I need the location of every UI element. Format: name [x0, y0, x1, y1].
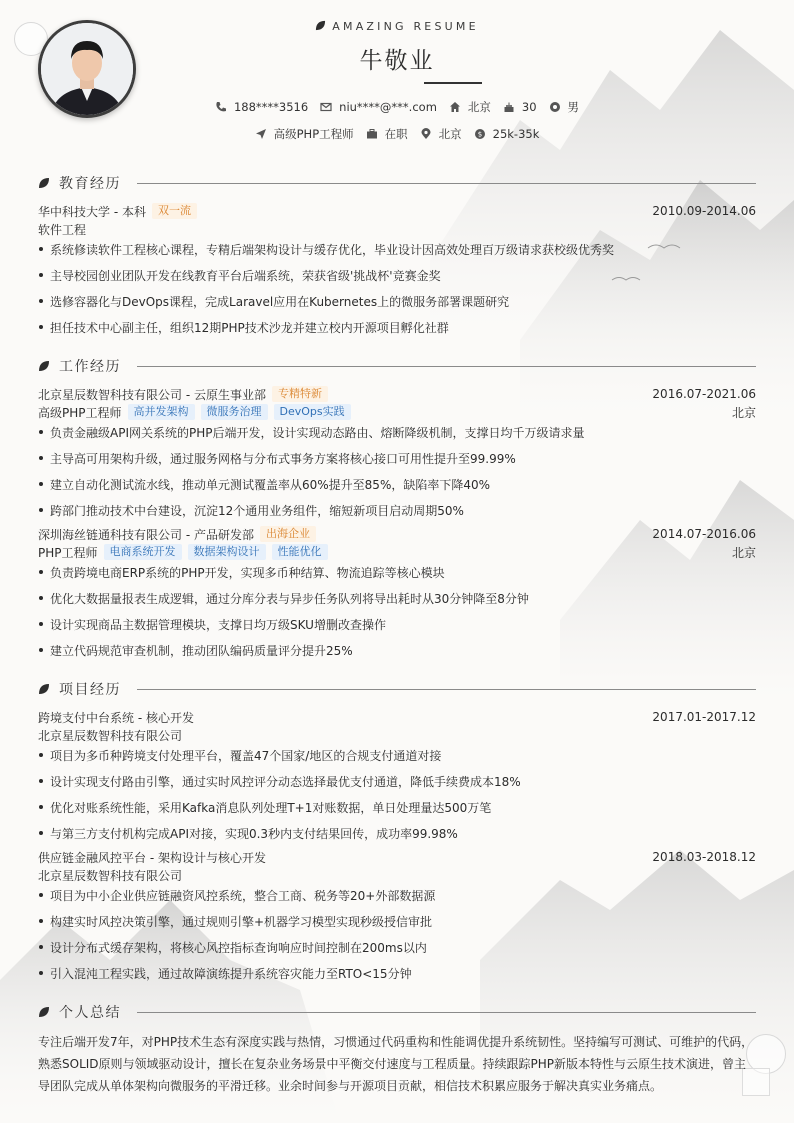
status-item [366, 126, 408, 142]
list-item [38, 798, 756, 816]
bullet-text: 优化大数据量报表生成逻辑，通过分库分表与异步任务队列将导出耗时从30分钟降至8分钟 [50, 591, 529, 606]
bullet-icon [39, 247, 43, 251]
bullet-text: 负责金融级API网关系统的PHP后端开发，设计实现动态路由、熔断降级机制，支撑日均千万级请求量 [50, 425, 585, 440]
list-item [38, 563, 756, 581]
project-company-name: 北京星辰数智科技有限公司 [38, 728, 183, 743]
name-underline [424, 82, 482, 84]
education-major [38, 220, 756, 238]
position-text: 高级PHP工程师 [273, 127, 354, 141]
cake-icon [503, 101, 515, 113]
bullet-text: 跨部门推动技术中台建设，沉淀12个通用业务组件，缩短新项目启动周期50% [50, 503, 464, 518]
section-work [38, 356, 756, 376]
leaf-icon [38, 177, 50, 189]
section-title: 教育经历 [59, 176, 121, 192]
work-date: 2016.07-2021.06 [652, 387, 756, 401]
bullet-icon [39, 273, 43, 277]
project-header [38, 848, 756, 866]
summary-text: 专注后端开发7年，对PHP技术生态有深度实践与热情，习惯通过代码重构和性能调优提升系统韧性。坚持编写可测试、可维护的代码，熟悉SOLID原则与领域驱动设计，擅长在复杂业务场景中平衡交付速度与工程质量。持续跟踪PHP新版本特性与云原生技术演进，曾主导团队完成从单体架构向微服务的平滑迁移。业余时间参与开源项目贡献，相信技术积累应服务于解决真实业务痛点。 [38, 1035, 754, 1093]
bullet-icon [39, 482, 43, 486]
company-name: 北京星辰数智科技有限公司 - 云原生事业部 [38, 387, 266, 402]
coin-icon [474, 128, 486, 140]
list-item [38, 938, 756, 956]
role-name: 高级PHP工程师 [38, 405, 122, 420]
list-item [38, 475, 756, 493]
section-title: 项目经历 [59, 682, 121, 698]
bullet-text: 构建实时风控决策引擎，通过规则引擎+机器学习模型实现秒级授信审批 [50, 914, 433, 929]
phone-icon [215, 101, 227, 113]
bullet-icon [39, 893, 43, 897]
school-name: 华中科技大学 - 本科 [38, 204, 146, 219]
list-item [38, 886, 756, 904]
skill-tag: 微服务治理 [201, 404, 268, 420]
project-header [38, 708, 756, 726]
email-text: niu****@***.com [339, 100, 437, 114]
job-intent-row [0, 126, 794, 142]
location-item [420, 126, 462, 142]
section-divider [137, 183, 756, 184]
bullet-icon [39, 971, 43, 975]
bullet-text: 主导高可用架构升级，通过服务网格与分布式事务方案将核心接口可用性提升至99.99% [50, 451, 516, 466]
leaf-icon [38, 360, 50, 372]
gender-text: 男 [567, 100, 580, 114]
gender-item [549, 99, 580, 115]
leaf-icon [38, 1006, 50, 1018]
contact-row [0, 99, 794, 115]
section-summary [38, 1002, 756, 1022]
leaf-icon [38, 683, 50, 695]
list-item [38, 501, 756, 519]
work-header [38, 385, 756, 403]
project-company [38, 726, 756, 744]
work-header [38, 525, 756, 543]
bullet-text: 设计实现商品主数据管理模块，支撑日均万级SKU增删改查操作 [50, 617, 386, 632]
position-item [255, 126, 354, 142]
work-city: 北京 [731, 405, 756, 420]
project-title: 跨境支付中台系统 - 核心开发 [38, 710, 194, 725]
skill-tag: 性能优化 [272, 544, 328, 560]
bullet-text: 建立代码规范审查机制，推动团队编码质量评分提升25% [50, 643, 353, 658]
bullet-icon [39, 570, 43, 574]
age-item [503, 100, 537, 114]
list-item [38, 423, 756, 441]
major-name: 软件工程 [38, 222, 87, 237]
bullet-icon [39, 430, 43, 434]
status-text: 在职 [384, 127, 408, 141]
phone-text: 188****3516 [233, 100, 309, 114]
candidate-name: 牛敬业 [359, 48, 435, 74]
section-divider [137, 366, 756, 367]
mail-icon [320, 101, 332, 113]
bullet-text: 项目为中小企业供应链融资风控系统，整合工商、税务等20+外部数据源 [50, 888, 436, 903]
skill-tag: 电商系统开发 [104, 544, 182, 560]
age-text: 30 [521, 100, 537, 114]
bullet-icon [39, 753, 43, 757]
svg-text:$: $ [477, 130, 482, 139]
company-tag: 专精特新 [272, 386, 328, 402]
section-divider [137, 1012, 756, 1013]
bullet-text: 项目为多币种跨境支付处理平台，覆盖47个国家/地区的合规支付通道对接 [50, 748, 442, 763]
skill-tag: 数据架构设计 [188, 544, 266, 560]
briefcase-icon [366, 128, 378, 140]
bullet-icon [39, 805, 43, 809]
work-city: 北京 [731, 545, 756, 560]
section-title: 个人总结 [59, 1005, 121, 1021]
bullet-icon [39, 622, 43, 626]
home-text: 北京 [467, 100, 491, 114]
bullet-icon [39, 508, 43, 512]
education-header [38, 202, 756, 220]
send-icon [255, 128, 267, 140]
bullet-text: 引入混沌工程实践，通过故障演练提升系统容灾能力至RTO<15分钟 [50, 966, 412, 981]
list-item [38, 912, 756, 930]
bullet-text: 与第三方支付机构完成API对接，实现0.3秒内支付结果回传，成功率99.98% [50, 826, 458, 841]
salary-text: 25k-35k [492, 127, 540, 141]
school-tag: 双一流 [152, 203, 197, 219]
list-item [38, 964, 756, 982]
bullet-icon [39, 919, 43, 923]
list-item [38, 641, 756, 659]
bullet-text: 担任技术中心副主任，组织12期PHP技术沙龙并建立校内开源项目孵化社群 [50, 320, 449, 335]
skill-tag: DevOps实践 [274, 404, 351, 420]
tagline [0, 20, 794, 33]
location-text: 北京 [438, 127, 462, 141]
home-item [449, 99, 491, 115]
section-project [38, 679, 756, 699]
phone-item [215, 100, 308, 114]
bullet-text: 建立自动化测试流水线，推动单元测试覆盖率从60%提升至85%，缺陷率下降40% [50, 477, 491, 492]
home-icon [449, 101, 461, 113]
list-item [38, 589, 756, 607]
bullet-icon [39, 596, 43, 600]
list-item [38, 292, 756, 310]
gender-icon [549, 101, 561, 113]
list-item [38, 772, 756, 790]
project-title: 供应链金融风控平台 - 架构设计与核心开发 [38, 850, 266, 865]
bullet-text: 设计实现支付路由引擎，通过实时风控评分动态选择最优支付通道，降低手续费成本18% [50, 774, 521, 789]
list-item [38, 824, 756, 842]
work-role-row [38, 543, 756, 561]
bullet-icon [39, 779, 43, 783]
project-company [38, 866, 756, 884]
leaf-icon [315, 20, 326, 31]
bullet-icon [39, 456, 43, 460]
education-date: 2010.09-2014.06 [652, 204, 756, 218]
location-icon [420, 128, 432, 140]
work-role-row [38, 403, 756, 421]
bullet-text: 负责跨境电商ERP系统的PHP开发，实现多币种结算、物流追踪等核心模块 [50, 565, 445, 580]
bullet-text: 系统修读软件工程核心课程，专精后端架构设计与缓存优化，毕业设计因高效处理百万级请求获校级优秀奖 [50, 242, 615, 257]
list-item [38, 615, 756, 633]
section-education [38, 173, 756, 193]
work-date: 2014.07-2016.06 [652, 527, 756, 541]
bullet-text: 设计分布式缓存架构，将核心风控指标查询响应时间控制在200ms以内 [50, 940, 427, 955]
project-date: 2018.03-2018.12 [652, 850, 756, 864]
role-name: PHP工程师 [38, 545, 98, 560]
company-name: 深圳海丝链通科技有限公司 - 产品研发部 [38, 527, 254, 542]
list-item [38, 240, 756, 258]
bullet-icon [39, 831, 43, 835]
bullet-text: 选修容器化与DevOps课程，完成Laravel应用在Kubernetes上的微服务部署课题研究 [50, 294, 510, 309]
section-divider [137, 689, 756, 690]
tagline-text: AMAZING RESUME [332, 20, 479, 33]
skill-tag: 高并发架构 [128, 404, 195, 420]
company-tag: 出海企业 [260, 526, 316, 542]
project-date: 2017.01-2017.12 [652, 710, 756, 724]
salary-item [474, 127, 540, 141]
bullet-icon [39, 945, 43, 949]
bullet-text: 优化对账系统性能，采用Kafka消息队列处理T+1对账数据，单日处理量达500万笔 [50, 800, 492, 815]
list-item [38, 318, 756, 336]
list-item [38, 266, 756, 284]
bullet-text: 主导校园创业团队开发在线教育平台后端系统，荣获省级'挑战杯'竞赛金奖 [50, 268, 441, 283]
bullet-icon [39, 299, 43, 303]
section-title: 工作经历 [59, 359, 121, 375]
project-company-name: 北京星辰数智科技有限公司 [38, 868, 183, 883]
bullet-icon [39, 648, 43, 652]
email-item [320, 100, 437, 114]
bullet-icon [39, 325, 43, 329]
list-item [38, 449, 756, 467]
list-item [38, 746, 756, 764]
